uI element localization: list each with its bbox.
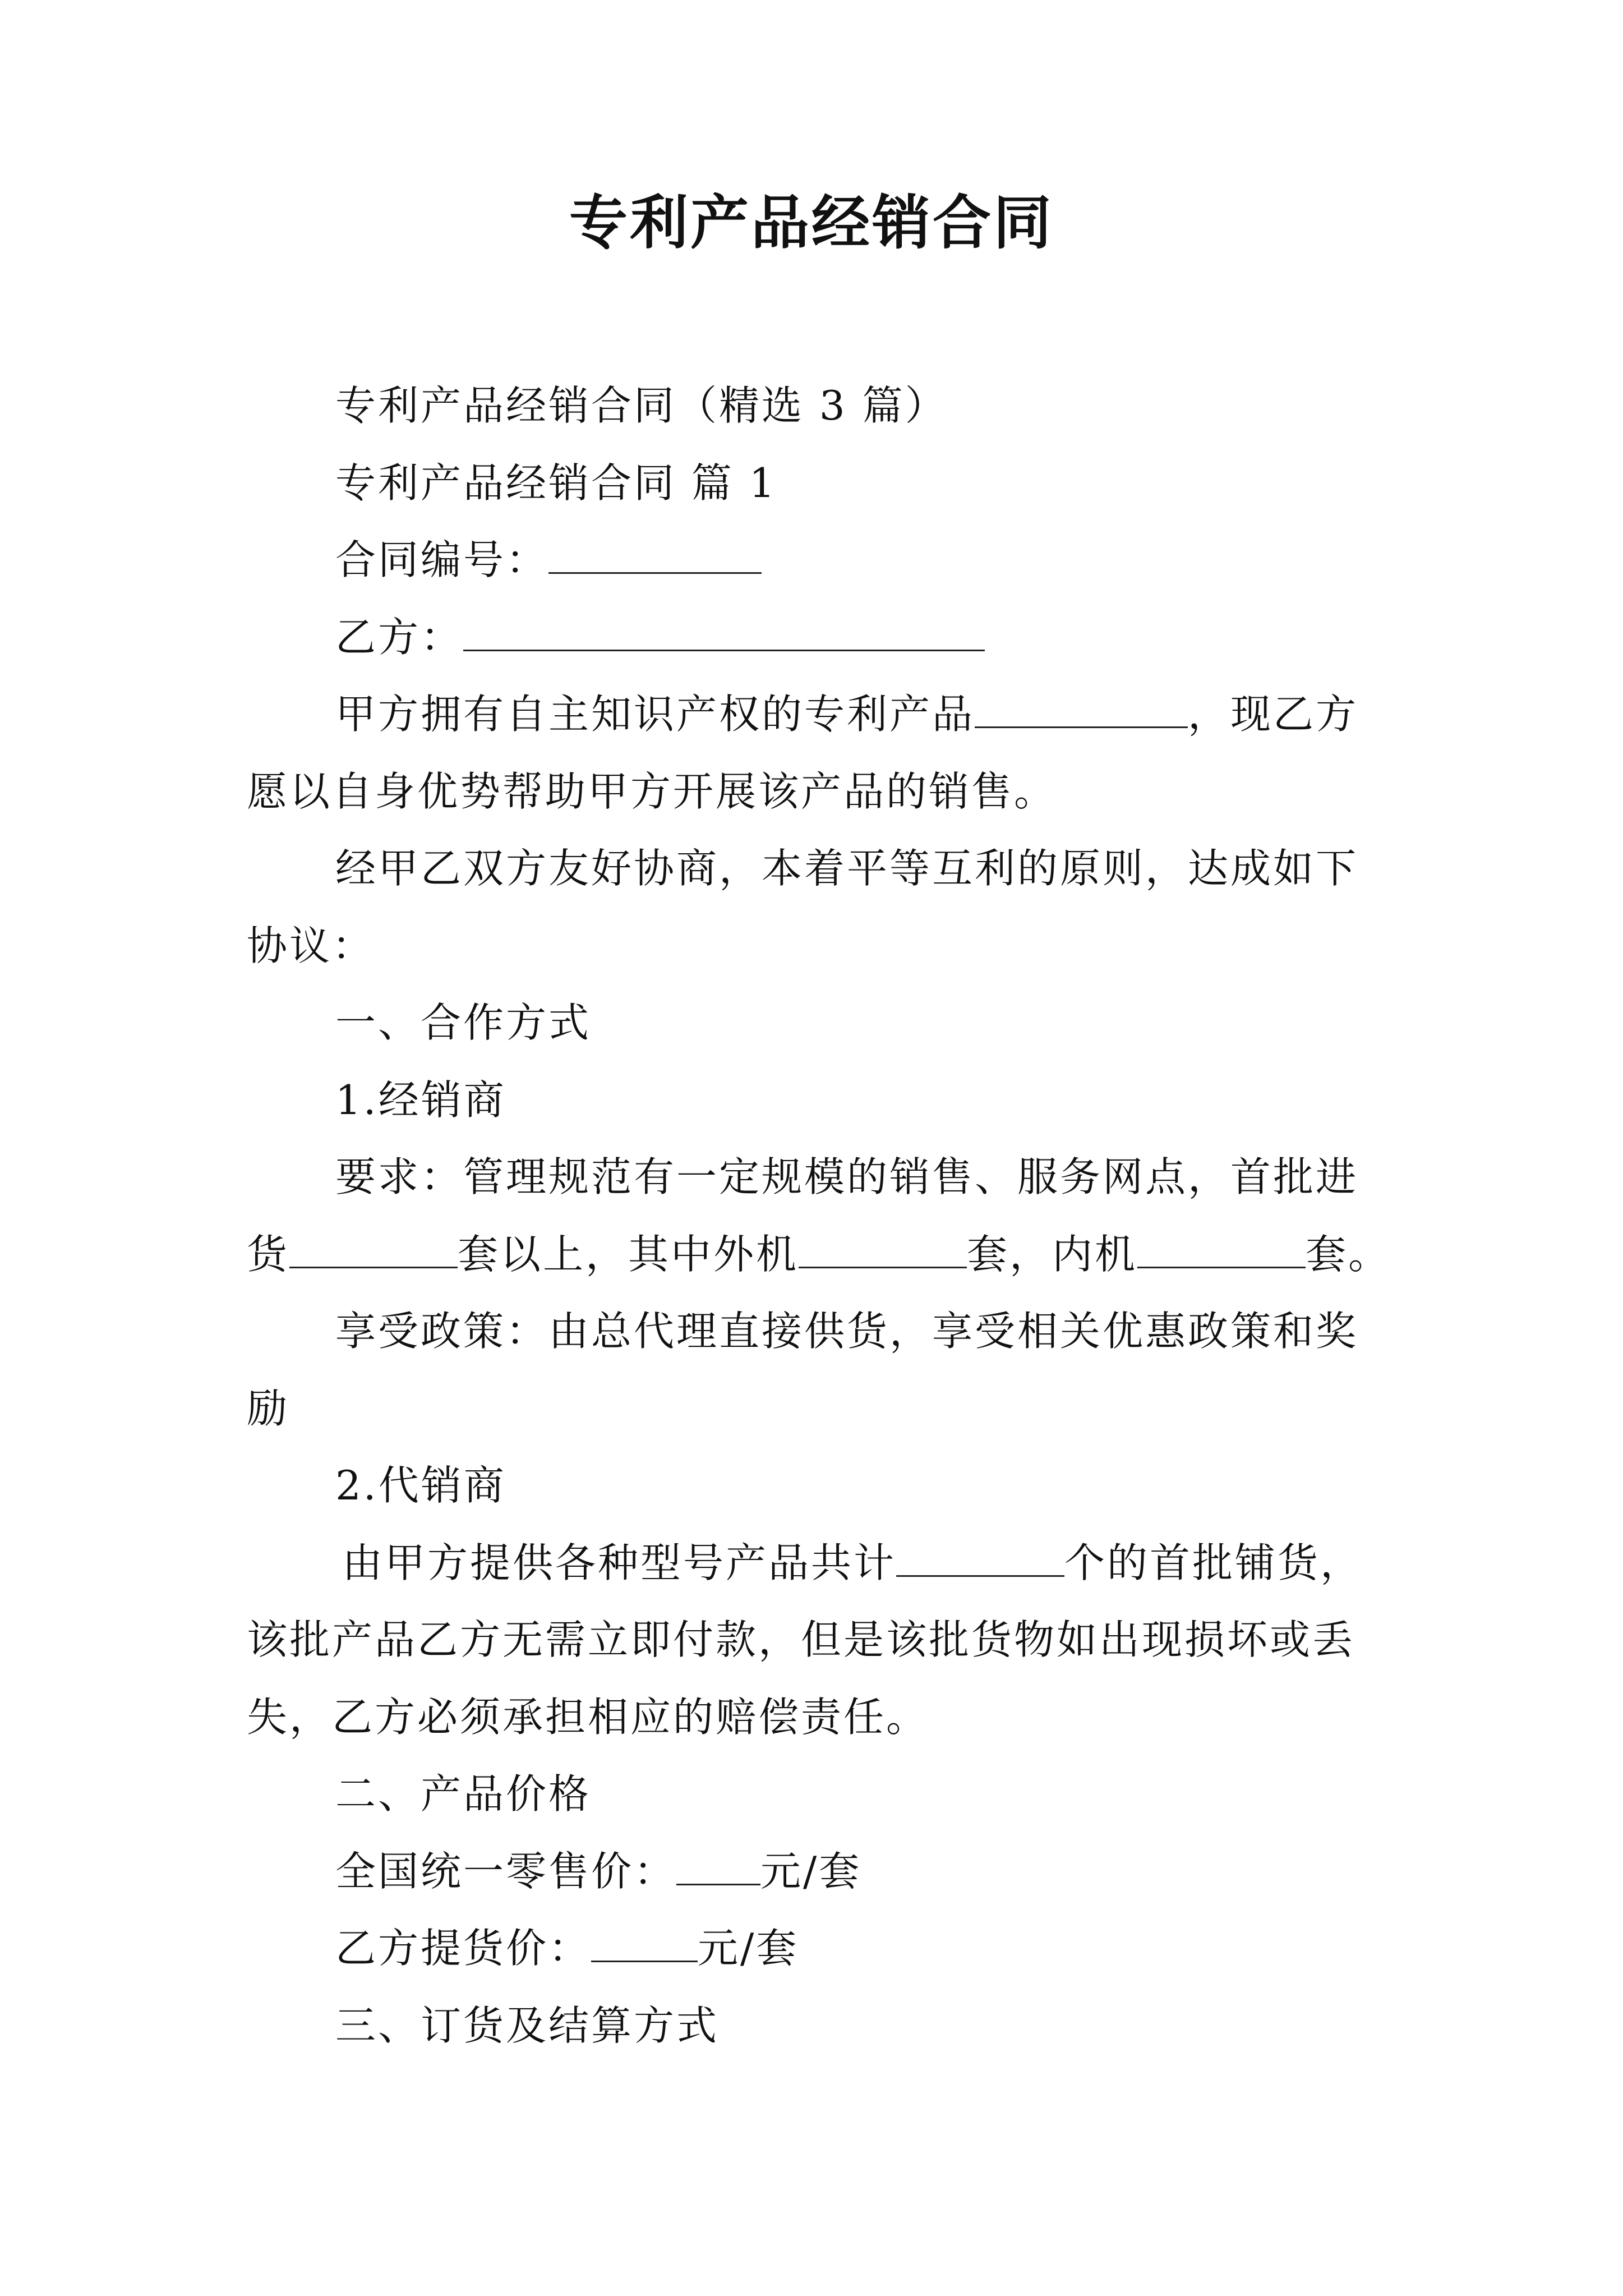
pickup-price-line xyxy=(335,1924,799,1972)
section-1-item-2: 2.代销商 xyxy=(335,1462,506,1509)
pickup-price-blank xyxy=(591,1927,698,1962)
intro-paragraph-line-1 xyxy=(335,690,1358,738)
agreement-paragraph-line-1: 经甲乙双方友好协商，本着平等互利的原则，达成如下 xyxy=(335,845,1359,892)
intro-paragraph-line-2: 愿以自身优势帮助甲方开展该产品的销售。 xyxy=(247,768,1057,815)
section-1-heading: 一、合作方式 xyxy=(335,999,592,1046)
requirement-line-1: 要求：管理规范有一定规模的销售、服务网点，首批进 xyxy=(335,1153,1359,1200)
retail-price-line xyxy=(335,1847,861,1895)
agreement-paragraph-line-2: 协议： xyxy=(247,922,375,969)
policy-line-1: 享受政策：由总代理直接供货，享受相关优惠政策和奖 xyxy=(335,1308,1359,1355)
party-b-blank xyxy=(463,616,985,651)
agent-text-a: 由甲方提供各种型号产品共计 xyxy=(342,1539,897,1586)
party-b-line xyxy=(335,613,985,661)
document-subtitle: 专利产品经销合同（精选 3 篇） xyxy=(335,382,948,429)
requirement-text-c: 套，内机 xyxy=(967,1231,1138,1278)
requirement-text-b: 套以上，其中外机 xyxy=(458,1231,799,1278)
requirement-text-a: 货 xyxy=(247,1231,290,1278)
indoor-unit-blank xyxy=(1137,1234,1306,1268)
intro-text-1: 甲方拥有自主知识产权的专利产品 xyxy=(335,691,975,738)
product-count-blank xyxy=(896,1542,1064,1577)
policy-line-2: 励 xyxy=(247,1385,290,1432)
retail-price-label: 全国统一零售价： xyxy=(335,1848,677,1895)
section-1-item-1: 1.经销商 xyxy=(335,1076,506,1124)
retail-price-unit: 元/套 xyxy=(760,1848,862,1895)
intro-text-2: ，现乙方 xyxy=(1188,691,1359,738)
agent-line-2: 该批产品乙方无需立即付款，但是该批货物如出现损坏或丢 xyxy=(247,1616,1355,1663)
requirement-line-2 xyxy=(247,1230,1391,1278)
document-title: 专利产品经销合同 xyxy=(569,188,1054,257)
contract-number-blank xyxy=(548,539,762,574)
pickup-price-label: 乙方提货价： xyxy=(335,1925,592,1972)
section-3-heading: 三、订货及结算方式 xyxy=(335,2002,720,2049)
party-b-label: 乙方： xyxy=(335,614,464,661)
requirement-text-d: 套。 xyxy=(1306,1231,1391,1278)
part-heading: 专利产品经销合同 篇 1 xyxy=(335,459,777,507)
contract-number-label: 合同编号： xyxy=(335,536,549,583)
patent-product-blank xyxy=(975,693,1188,728)
pickup-price-unit: 元/套 xyxy=(698,1925,799,1972)
first-batch-blank xyxy=(289,1234,458,1268)
agent-line-3: 失，乙方必须承担相应的赔偿责任。 xyxy=(247,1694,929,1741)
outdoor-unit-blank xyxy=(799,1234,967,1268)
section-2-heading: 二、产品价格 xyxy=(335,1770,592,1818)
contract-number-line xyxy=(335,536,762,584)
agent-text-b: 个的首批铺货， xyxy=(1064,1539,1363,1586)
retail-price-blank xyxy=(676,1851,760,1885)
agent-line-1 xyxy=(342,1539,1363,1587)
